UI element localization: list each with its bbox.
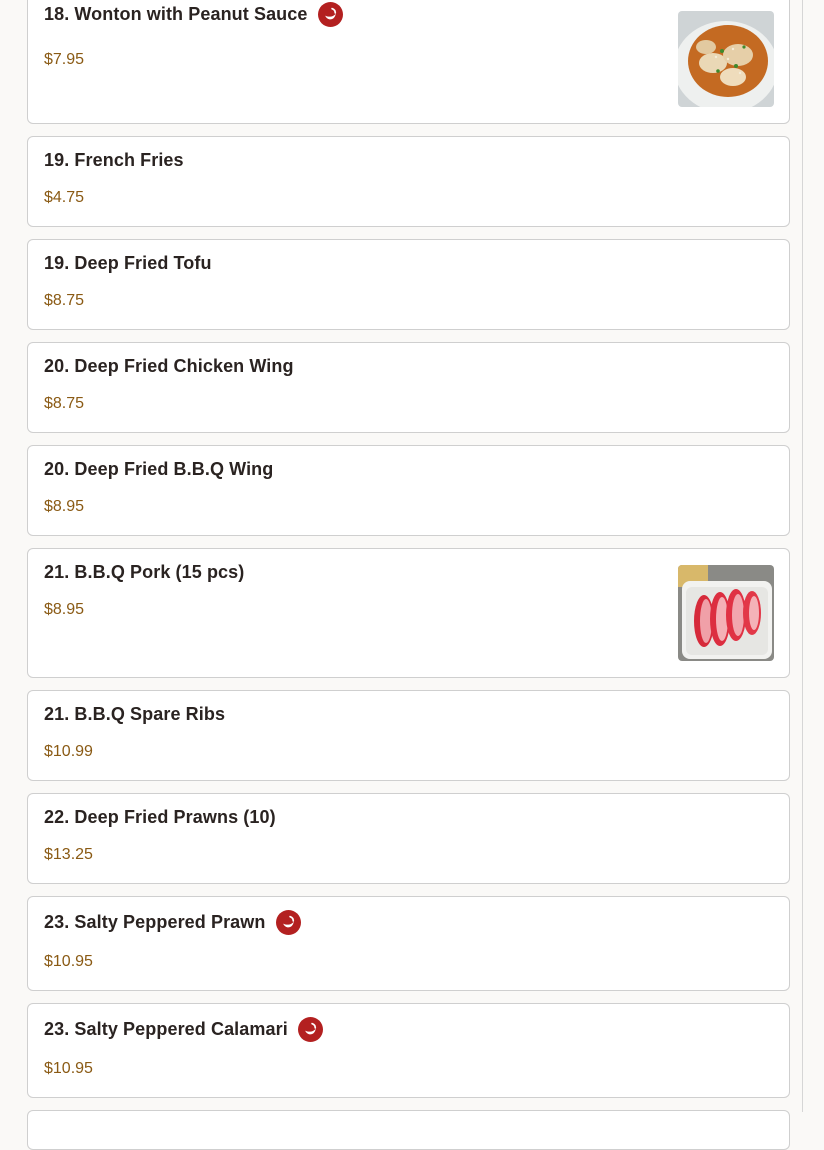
- menu-item-title: [44, 910, 301, 935]
- menu-item-title: [44, 253, 212, 274]
- menu-item-card[interactable]: [27, 445, 790, 536]
- menu-item-name: 18. Wonton with Peanut Sauce: [44, 4, 308, 24]
- menu-item-card[interactable]: [27, 896, 790, 991]
- menu-item-card[interactable]: [27, 342, 790, 433]
- menu-item-card[interactable]: [27, 1110, 790, 1150]
- menu-item-title: [44, 356, 294, 377]
- menu-item-name: 23. Salty Peppered Calamari: [44, 1019, 288, 1039]
- menu-item-price: $8.95: [44, 498, 85, 515]
- menu-item-title: [44, 562, 244, 583]
- menu-item-name: 20. Deep Fried B.B.Q Wing: [44, 459, 274, 479]
- bbq-pork-photo: [678, 565, 774, 661]
- menu-item-title: [44, 704, 225, 725]
- menu-item-name: 22. Deep Fried Prawns (10): [44, 807, 276, 827]
- menu-item-card[interactable]: [27, 239, 790, 330]
- menu-item-card[interactable]: [27, 1003, 790, 1098]
- menu-item-name: 19. Deep Fried Tofu: [44, 253, 212, 273]
- menu-item-price: $8.75: [44, 292, 85, 309]
- chili-pepper-icon: [318, 2, 343, 27]
- menu-item-name: 19. French Fries: [44, 150, 184, 170]
- menu-item-title: [44, 1017, 323, 1042]
- menu-item-title: [44, 459, 273, 480]
- menu-item-name: 21. B.B.Q Pork (15 pcs): [44, 562, 245, 582]
- menu-item-price: $13.25: [44, 846, 93, 863]
- menu-item-price: $8.95: [44, 601, 85, 618]
- chili-pepper-icon: [276, 910, 301, 935]
- menu-item-name: 23. Salty Peppered Prawn: [44, 912, 266, 932]
- menu-item-name: 21. B.B.Q Spare Ribs: [44, 704, 226, 724]
- menu-item-price: $7.95: [44, 51, 85, 68]
- menu-item-card[interactable]: [27, 0, 790, 124]
- menu-item-price: $10.95: [44, 1060, 93, 1077]
- scroll-divider: [802, 0, 803, 1112]
- menu-item-title: [44, 807, 276, 828]
- menu-item-price: $8.75: [44, 395, 85, 412]
- wonton-soup-photo: [678, 11, 774, 107]
- menu-item-card[interactable]: [27, 548, 790, 678]
- menu-item-card[interactable]: [27, 793, 790, 884]
- menu-item-title: [44, 150, 184, 171]
- menu-item-title: [44, 2, 343, 27]
- menu-item-card[interactable]: [27, 136, 790, 227]
- menu-item-card[interactable]: [27, 690, 790, 781]
- menu-item-name: 20. Deep Fried Chicken Wing: [44, 356, 294, 376]
- chili-pepper-icon: [298, 1017, 323, 1042]
- menu-item-price: $10.99: [44, 743, 93, 760]
- menu-item-price: $4.75: [44, 189, 85, 206]
- menu-item-price: $10.95: [44, 953, 93, 970]
